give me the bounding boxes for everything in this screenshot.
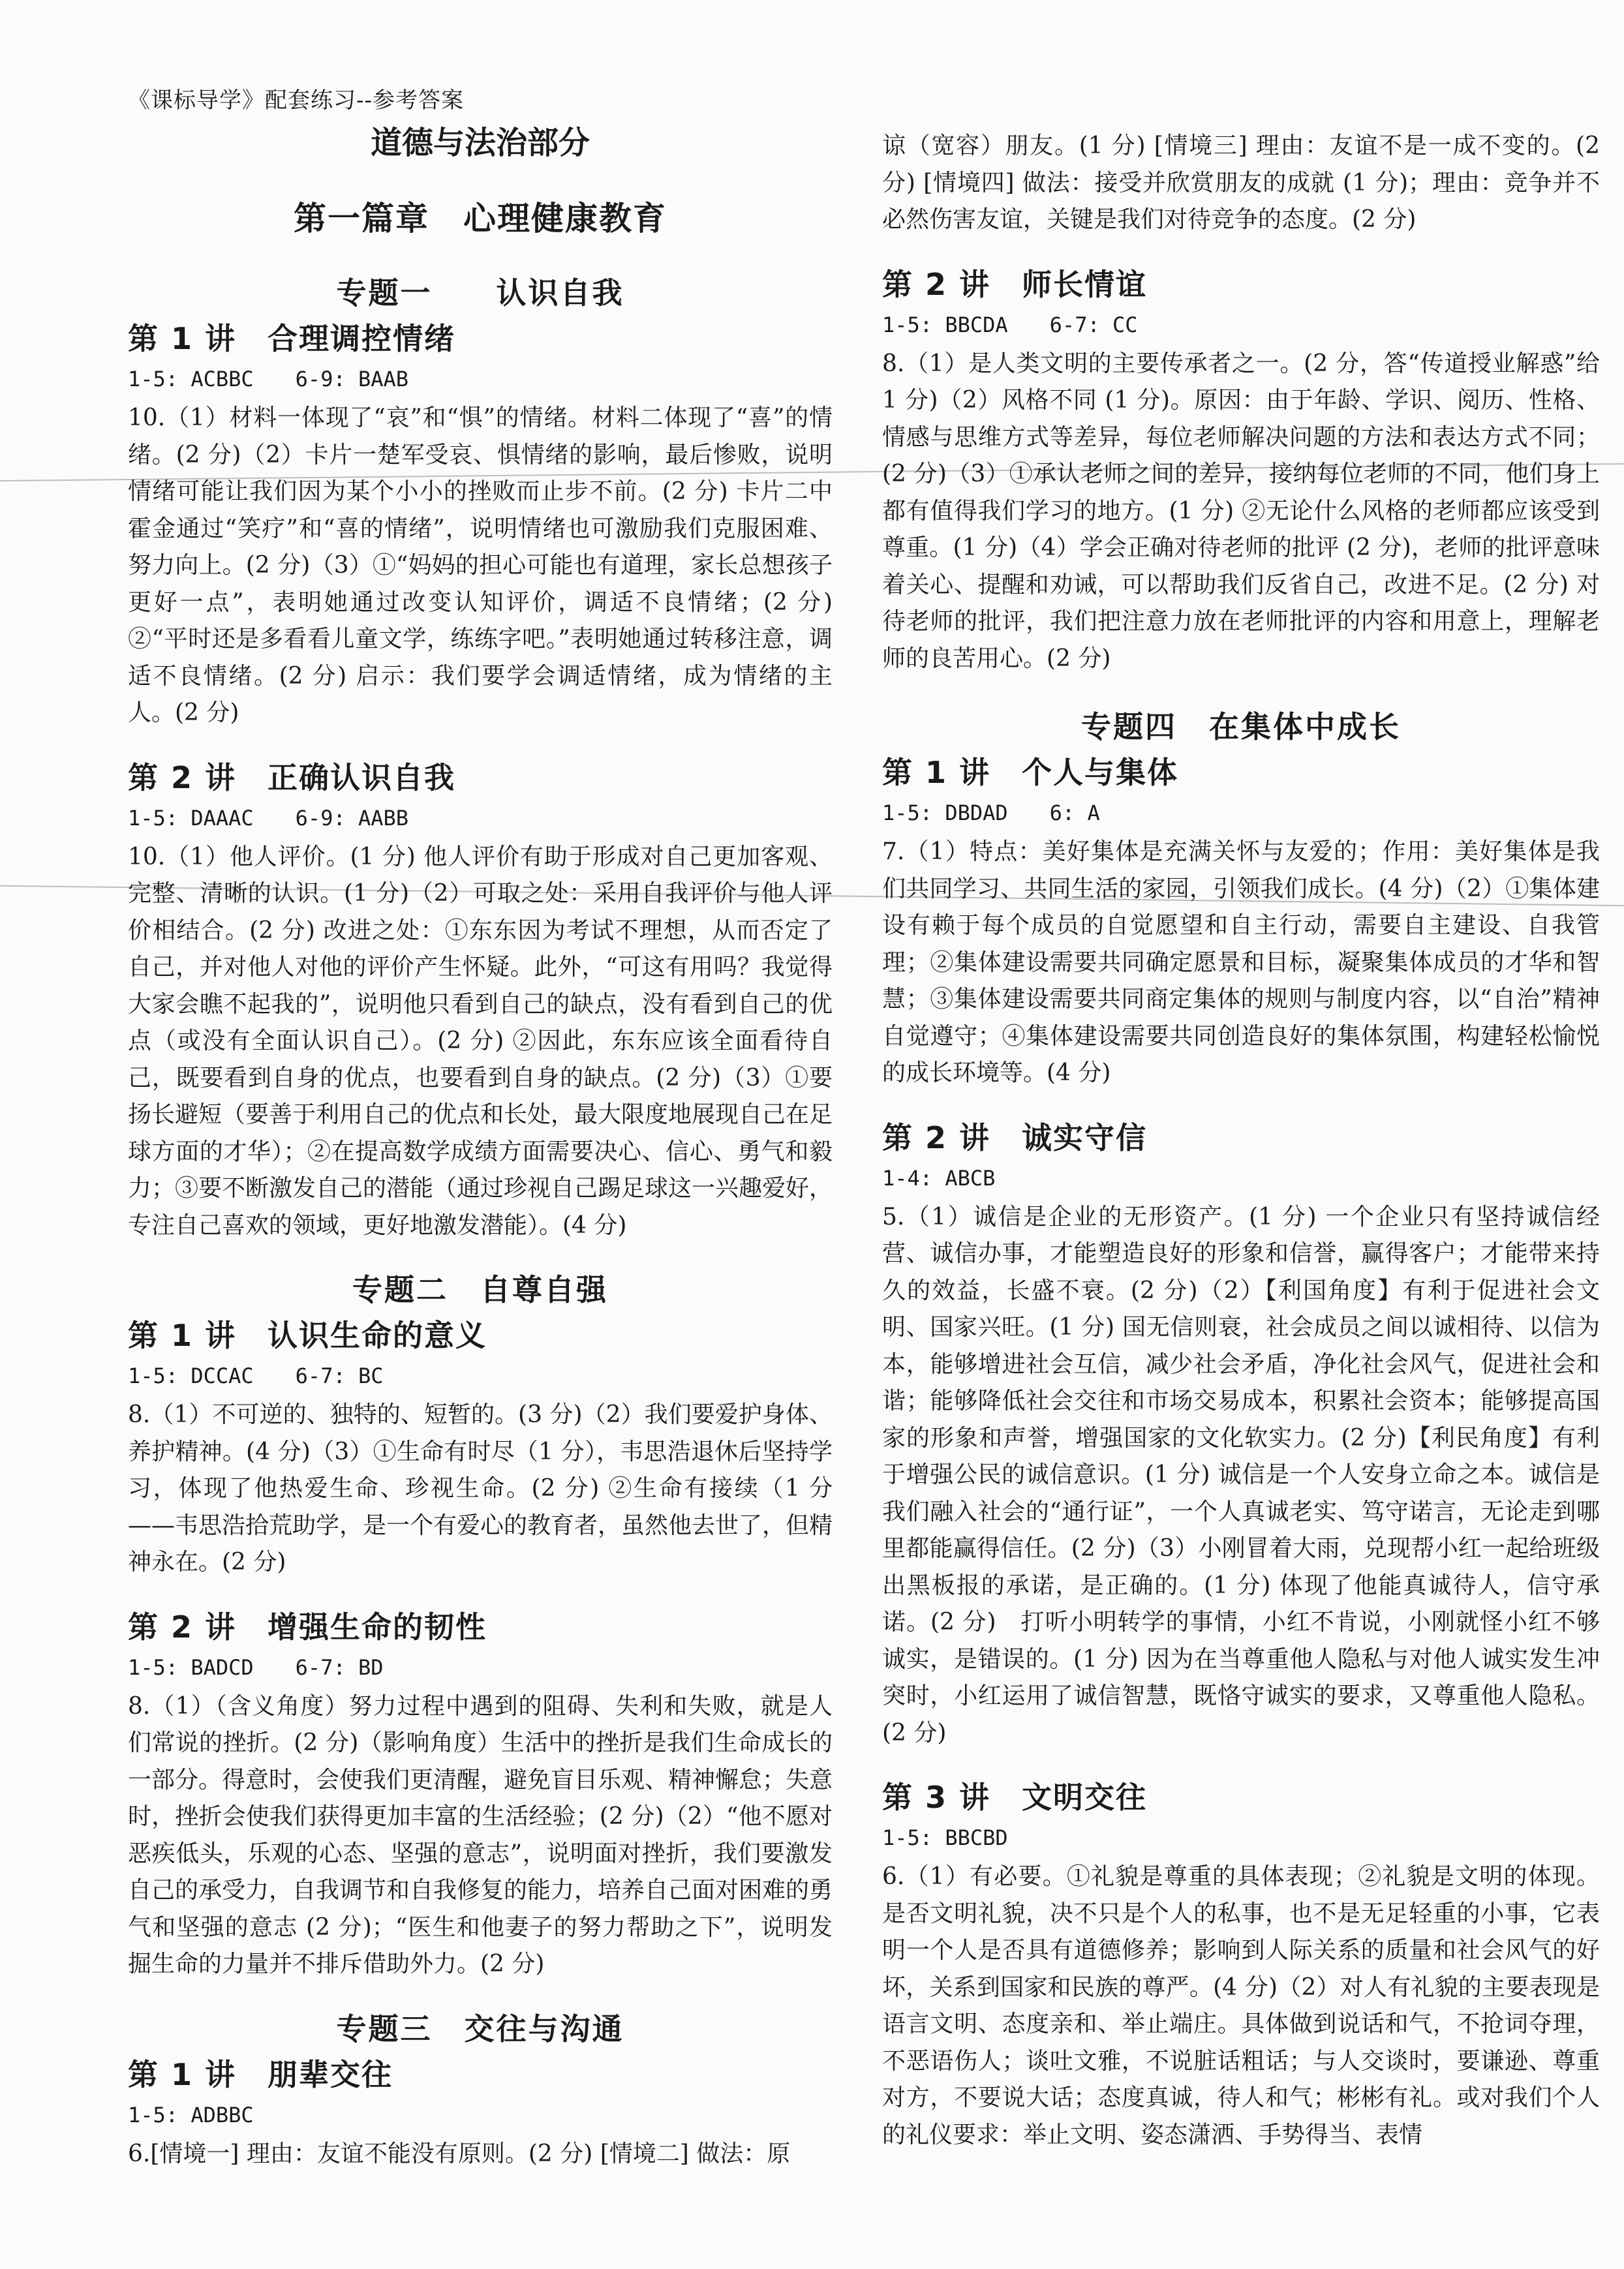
lecture-title: 第 1 讲 个人与集体 [882, 755, 1179, 790]
lecture-title: 第 1 讲 朋辈交往 [128, 2056, 393, 2092]
lecture-block [128, 2051, 833, 2173]
lecture-block [128, 754, 833, 1245]
lecture-block [882, 261, 1600, 678]
lecture-title: 第 2 讲 正确认识自我 [128, 759, 456, 795]
lecture-title: 第 1 讲 合理调控情绪 [128, 321, 456, 356]
lecture-block [128, 1604, 833, 1983]
answer-text-continued: 谅（宽容）朋友。(1 分) [情境三] 理由：友谊不是一成不变的。(2 分) [情境四] 做法：接受并欣赏朋友的成就 (1 分)；理由：竞争并不必然伤害友谊，关键是我们对待竞争的态度。(2 分) [882, 132, 1600, 233]
multiple-choice-answers: 1-5: BBCDA 6-7: CC [882, 312, 1138, 337]
page-header: 《课标导学》配套练习--参考答案 [128, 87, 464, 114]
lecture-block [882, 749, 1600, 1092]
part-title: 道德与法治部分 [370, 125, 590, 161]
multiple-choice-answers: 1-5: ACBBC 6-9: BAAB [128, 367, 409, 391]
answer-text: 6.（1）有必要。①礼貌是尊重的具体表现；②礼貌是文明的体现。是否文明礼貌，决不只是个人的私事，也不是无足轻重的小事，它表明一个人是否具有道德修养；影响到人际关系的质量和社会风气的好坏，关系到国家和民族的尊严。(4 分)（2）对人有礼貌的主要表现是语言文明、态度亲和、举止端庄。具体做到说话和气，不抢词夺理，不恶语伤人；谈吐文雅，不说脏话粗话；与人交谈时，要谦逊、尊重对方，不要说大话；态度真诚，待人和气；彬彬有礼。或对我们个人的礼仪要求：举止文明、姿态潇洒、手势得当、表情 [882, 1863, 1600, 2148]
lecture-title: 第 2 讲 师长情谊 [882, 266, 1148, 302]
lecture-title: 第 3 讲 文明交往 [882, 1780, 1148, 1815]
multiple-choice-answers: 1-5: BBCBD [882, 1825, 1008, 1850]
lecture-title: 第 1 讲 认识生命的意义 [128, 1318, 487, 1353]
lecture-title: 第 2 讲 诚实守信 [882, 1119, 1148, 1155]
right-column [882, 128, 1600, 2176]
answer-text: 7.（1）特点：美好集体是充满关怀与友爱的；作用：美好集体是我们共同学习、共同生活的家园，引领我们成长。(4 分)（2）①集体建设有赖于每个成员的自觉愿望和自主行动，需要自主建设、自我管理；②集体建设需要共同确定愿景和目标，凝聚集体成员的才华和智慧；③集体建设需要共同商定集体的规则与制度内容，以“自治”精神自觉遵守；④集体建设需要共同创造良好的集体氛围，构建轻松愉悦的成长环境等。(4 分) [882, 838, 1600, 1086]
answer-text: 8.（1）是人类文明的主要传承者之一。(2 分，答“传道授业解惑”给 1 分)（2）风格不同 (1 分)。原因：由于年龄、学识、阅历、性格、情感与思维方式等差异，每位老师解决问题的方法和表达方式不同；(2 分)（3）①承认老师之间的差异，接纳每位老师的不同，他们身上都有值得我们学习的地方。(1 分) ②无论什么风格的老师都应该受到尊重。(1 分)（4）学会正确对待老师的批评 (2 分)，老师的批评意味着关心、提醒和劝诫，可以帮助我们反省自己，改进不足。(2 分) 对待老师的批评，我们把注意力放在老师批评的内容和用意上，理解老师的良苦用心。(2 分) [882, 350, 1600, 672]
multiple-choice-answers: 1-5: DBDAD 6: A [882, 800, 1100, 825]
answer-text: 10.（1）材料一体现了“哀”和“惧”的情绪。材料二体现了“喜”的情绪。(2 分)（2）卡片一楚军受哀、惧情绪的影响，最后惨败，说明情绪可能让我们因为某个小小的挫败而止步不前。(2 分) 卡片二中霍金通过“笑疗”和“喜的情绪”，说明情绪也可激励我们克服困难、努力向上。(2 分)（3）①“妈妈的担心可能也有道理，家长总想孩子更好一点”，表明她通过改变认知评价，调适不良情绪；(2 分) ②“平时还是多看看儿童文学，练练字吧。”表明她通过转移注意，调适不良情绪。(2 分) 启示：我们要学会调适情绪，成为情绪的主人。(2 分) [128, 404, 833, 726]
answer-text: 5.（1）诚信是企业的无形资产。(1 分) 一个企业只有坚持诚信经营、诚信办事，才能塑造良好的形象和信誉，赢得客户；才能带来持久的效益，长盛不衰。(2 分)（2）【利国角度】有利于促进社会文明、国家兴旺。(1 分) 国无信则衰，社会成员之间以诚相待、以信为本，能够增进社会互信，减少社会矛盾，净化社会风气，促进社会和谐；能够降低社会交往和市场交易成本，积累社会资本；能够提高国家的形象和声誉，增强国家的文化软实力。(2 分)【利民角度】有利于增强公民的诚信意识。(1 分) 诚信是一个人安身立命之本。诚信是我们融入社会的“通行证”，一个人真诚老实、笃守诺言，无论走到哪里都能赢得信任。(2 分)（3）小刚冒着大雨，兑现帮小红一起给班级出黑板报的承诺，是正确的。(1 分) 体现了他能真诚待人，信守承诺。(2 分) 打听小明转学的事情，小红不肯说，小刚就怪小红不够诚实，是错误的。(1 分) 因为在当尊重他人隐私与对他人诚实发生冲突时，小红运用了诚信智慧，既恪守诚实的要求，又尊重他人隐私。(2 分) [882, 1203, 1600, 1746]
multiple-choice-answers: 1-5: ADBBC [128, 2102, 254, 2127]
topic-title: 专题三 交往与沟通 [336, 2011, 624, 2047]
multiple-choice-answers: 1-5: BADCD 6-7: BD [128, 1654, 384, 1680]
lecture-block [882, 1774, 1600, 2154]
answer-text: 8.（1）不可逆的、独特的、短暂的。(3 分)（2）我们要爱护身体、养护精神。(4 分)（3）①生命有时尽（1 分），韦思浩退休后坚持学习，体现了他热爱生命、珍视生命。(2 分) ②生命有接续（1 分——韦思浩拾荒助学，是一个有爱心的教育者，虽然他去世了，但精神永在。(2 分) [128, 1401, 833, 1576]
topic-title: 专题四 在集体中成长 [1081, 709, 1401, 744]
topic-title: 专题二 自尊自强 [352, 1272, 608, 1307]
lecture-block [882, 1114, 1600, 1752]
topic-title: 专题一 认识自我 [336, 275, 624, 311]
multiple-choice-answers: 1-5: DAAAC 6-9: AABB [128, 805, 409, 830]
answer-text: 10.（1）他人评价。(1 分) 他人评价有助于形成对自己更加客观、完整、清晰的认识。(1 分)（2）可取之处：采用自我评价与他人评价相结合。(2 分) 改进之处：①东东因为考试不理想，从而否定了自己，并对他人对他的评价产生怀疑。此外，“可这有用吗？我觉得大家会瞧不起我的”，说明他只看到自己的缺点，没有看到自己的优点（或没有全面认识自己）。(2 分) ②因此，东东应该全面看待自己，既要看到自身的优点，也要看到自身的缺点。(2 分)（3）①要扬长避短（要善于利用自己的优点和长处，最大限度地展现自己在足球方面的才华）；②在提高数学成绩方面需要决心、信心、勇气和毅力；③要不断激发自己的潜能（通过珍视自己踢足球这一兴趣爱好，专注自己喜欢的领域，更好地激发潜能）。(4 分) [128, 843, 833, 1239]
left-column [128, 117, 833, 2195]
multiple-choice-answers: 1-4: ABCB [882, 1165, 996, 1191]
multiple-choice-answers: 1-5: DCCAC 6-7: BC [128, 1363, 384, 1388]
chapter-title: 第一篇章 心理健康教育 [294, 200, 667, 237]
lecture-title: 第 2 讲 增强生命的韧性 [128, 1609, 487, 1645]
lecture-block [128, 1312, 833, 1581]
answer-text: 8.（1）（含义角度）努力过程中遇到的阻碍、失利和失败，就是人们常说的挫折。(2 分)（影响角度）生活中的挫折是我们生命成长的一部分。得意时，会使我们更清醒，避免盲目乐观、精神懈怠；失意时，挫折会使我们获得更加丰富的生活经验；(2 分)（2）“他不愿对恶疾低头，乐观的心态、坚强的意志”，说明面对挫折，我们要激发自己的承受力，自我调节和自我修复的能力，培养自己面对困难的勇气和坚强的意志 (2 分)；“医生和他妻子的努力帮助之下”，说明发掘生命的力量并不排斥借助外力。(2 分) [128, 1692, 833, 1977]
lecture-block [128, 315, 833, 732]
answer-text: 6.[情境一] 理由：友谊不能没有原则。(2 分) [情境二] 做法：原 [128, 2140, 791, 2167]
